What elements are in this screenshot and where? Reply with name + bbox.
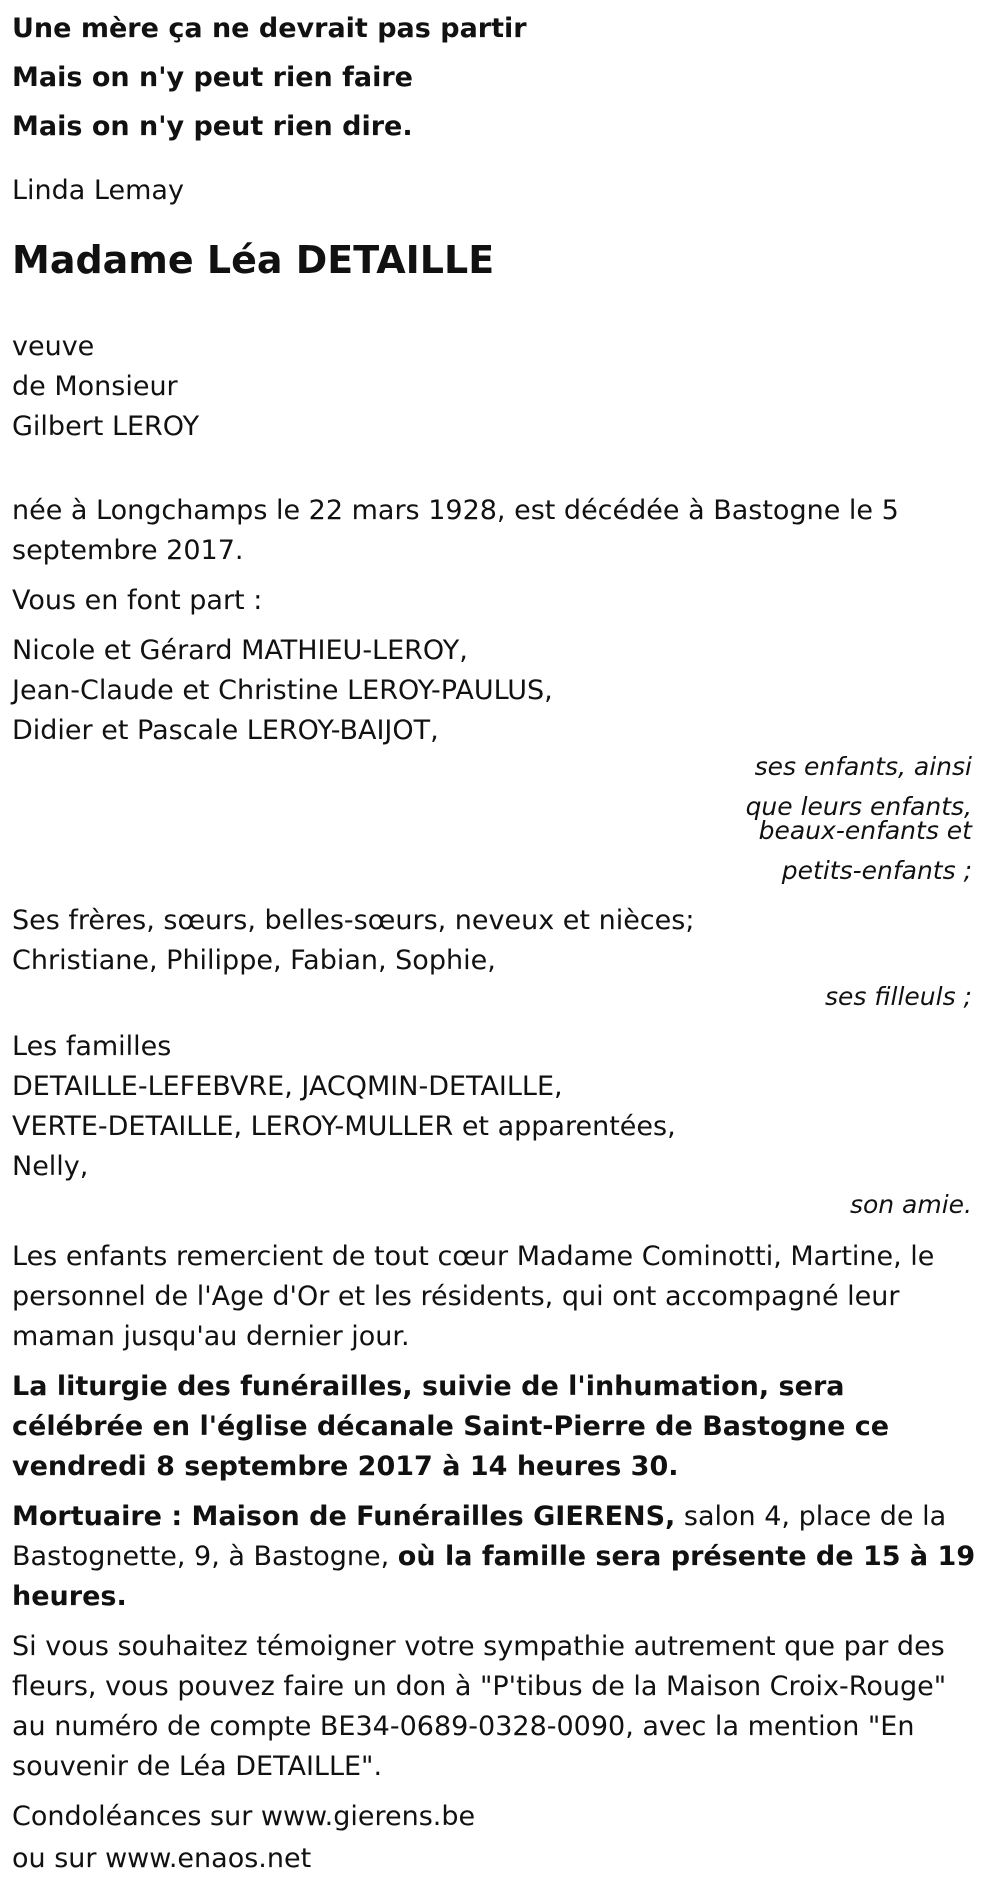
mortuary-presence: où la famille sera présente de 15 à 19 heures. [12, 1541, 976, 1612]
siblings-block [12, 901, 988, 1013]
announcement-intro: Vous en font part : [12, 585, 263, 616]
relation-note-line: que leurs enfants, [745, 792, 972, 821]
families-line-1: DETAILLE-LEFEBVRE, JACQMIN-DETAILLE, [12, 1071, 563, 1102]
families-block [12, 1027, 988, 1223]
mortuary-label: Mortuaire : Maison de Funérailles GIERENS, [12, 1501, 676, 1532]
quote-line-2: Mais on n'y peut rien faire [12, 62, 413, 93]
widow-block [12, 327, 988, 447]
funeral-paragraph: La liturgie des funérailles, suivie de l'inhumation, sera célébrée en l'église décanale Saint-Pierre de Bastogne ce vendredi 8 septembre 2017 à 14 heures 30. [12, 1371, 890, 1482]
families-intro: Les familles [12, 1031, 172, 1062]
godchildren-text: Christiane, Philippe, Fabian, Sophie, [12, 945, 496, 976]
quote-author: Linda Lemay [12, 175, 184, 206]
condolences-line-1: Condoléances sur www.gierens.be [12, 1801, 476, 1832]
donation-paragraph: Si vous souhaitez témoigner votre sympathie autrement que par des fleurs, vous pouvez faire un don à "P'tibus de la Maison Croix-Rouge" au numéro de compte BE34-0689-0328-0090, avec la mention "En souvenir de Léa DETAILLE". [12, 1631, 947, 1782]
deceased-name-title: Madame Léa DETAILLE [12, 238, 495, 282]
quote-line-1: Une mère ça ne devrait pas partir [12, 13, 527, 44]
list-item: Didier et Pascale LEROY-BAIJOT, [12, 715, 439, 746]
mortuary-paragraph [12, 1497, 982, 1617]
mortuary-address: salon 4, place de la Bastognette, 9, à Bastogne, [12, 1501, 947, 1572]
condolences-line-2: ou sur www.enaos.net [12, 1843, 312, 1874]
friend-text: Nelly, [12, 1151, 89, 1182]
relation-note-line: petits-enfants ; [781, 856, 972, 885]
list-item: Nicole et Gérard MATHIEU-LEROY, [12, 635, 468, 666]
godchildren-note: ses filleuls ; [825, 982, 972, 1011]
families-line-2: VERTE-DETAILLE, LEROY-MULLER et apparentées, [12, 1111, 676, 1142]
widow-line-1: veuve [12, 331, 95, 362]
thanks-paragraph: Les enfants remercient de tout cœur Madame Cominotti, Martine, le personnel de l'Age d'Or et les résidents, qui ont accompagné leur maman jusqu'au dernier jour. [12, 1241, 935, 1352]
relation-note-line: beaux-enfants et [758, 816, 972, 845]
relation-note-line: ses enfants, ainsi [754, 752, 972, 781]
list-item: Jean-Claude et Christine LEROY-PAULUS, [12, 675, 553, 706]
children-list [12, 631, 988, 751]
quote-block [12, 0, 988, 151]
widow-line-3: Gilbert LEROY [12, 411, 200, 442]
quote-line-3: Mais on n'y peut rien dire. [12, 111, 413, 142]
siblings-text: Ses frères, sœurs, belles-sœurs, neveux et nièces; [12, 905, 695, 936]
widow-line-2: de Monsieur [12, 371, 178, 402]
birth-death-text: née à Longchamps le 22 mars 1928, est décédée à Bastogne le 5 septembre 2017. [12, 495, 899, 566]
friend-note: son amie. [849, 1190, 972, 1219]
children-relation-note [12, 747, 988, 891]
